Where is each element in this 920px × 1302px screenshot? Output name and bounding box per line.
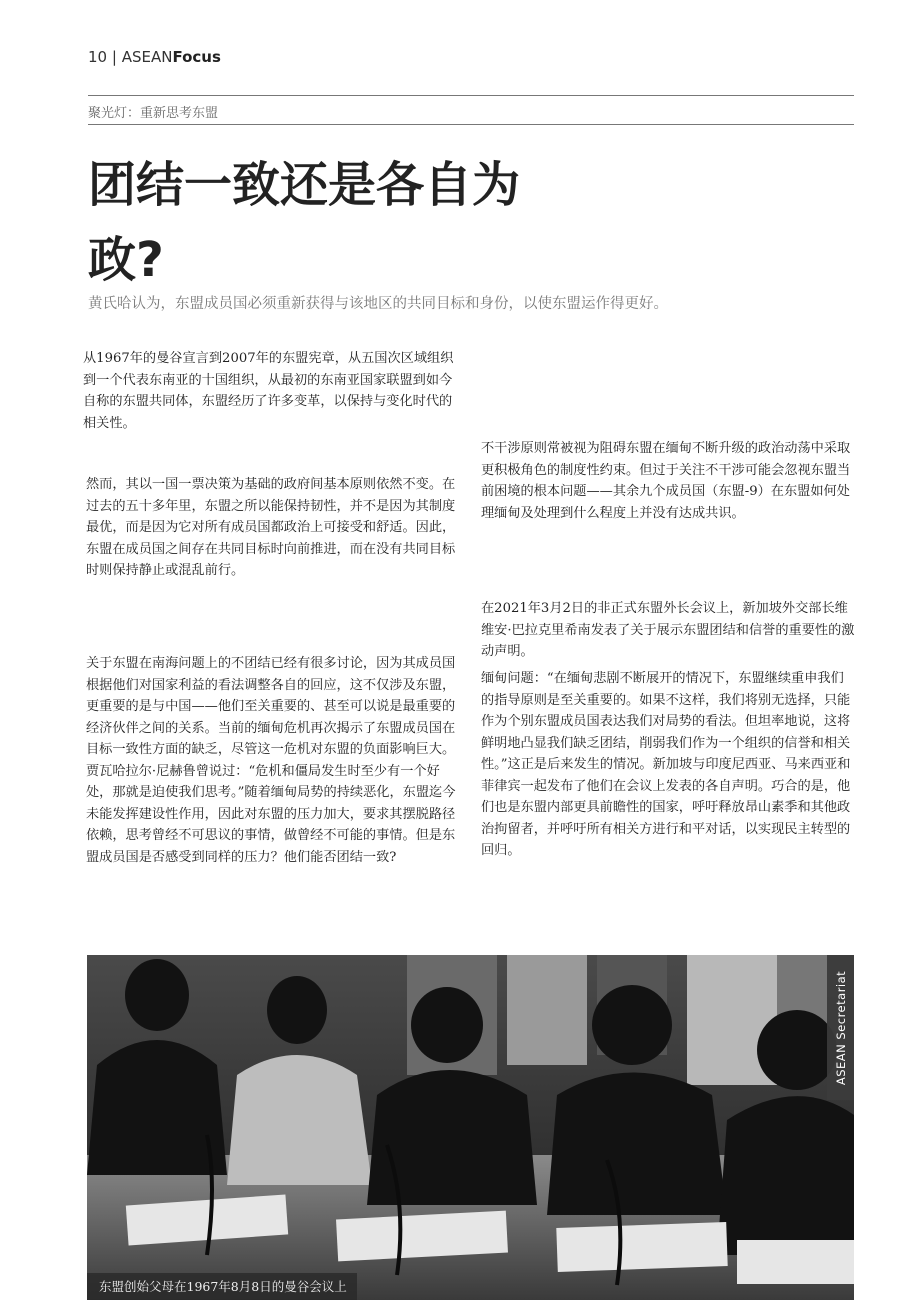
section-label: 聚光灯：重新思考东盟: [88, 106, 219, 121]
page-header: [88, 48, 221, 66]
brand-prefix: ASEAN: [121, 48, 173, 66]
photo-credit: [827, 955, 854, 1100]
paragraph-6: 缅甸问题：“在缅甸悲剧不断展开的情况下，东盟继续重申我们的指导原则是至关重要的。如果不这样，我们将别无选择，只能作为个别东盟成员国表达我们对局势的看法。但坦率地说，这将鲜明地凸显我们缺乏团结，削弱我们作为一个组织的信誉和相关性。”这正是后来发生的情况。新加坡与印度尼西亚、马来西亚和菲律宾一起发布了他们在会议上发表的各自声明。巧合的是，他们也是东盟内部更具前瞻性的国家，呼吁释放昂山素季和其他政治拘留者，并呼吁所有相关方进行和平对话，以实现民主转型的回归。: [481, 671, 851, 858]
section-rule: [88, 124, 854, 125]
paragraph-5: 在2021年3月2日的非正式东盟外长会议上，新加坡外交部长维维安·巴拉克里希南发表了关于展示东盟团结和信誉的重要性的激动声明。: [481, 601, 855, 659]
paragraph-3: 关于东盟在南海问题上的不团结已经有很多讨论，因为其成员国根据他们对国家利益的看法调整各自的回应，这不仅涉及东盟，更重要的是与中国——他们至关重要的、甚至可以说是最重要的经济伙伴之间的关系。当前的缅甸危机再次揭示了东盟成员国在目标一致性方面的缺乏，尽管这一危机对东盟的负面影响巨大。贾瓦哈拉尔·尼赫鲁曾说过：“危机和僵局发生时至少有一个好处，那就是迫使我们思考。”随着缅甸局势的持续恶化，东盟迄今未能发挥建设性作用，因此对东盟的压力加大，要求其摆脱路径依赖，思考曾经不可思议的事情，做曾经不可能的事情。但是东盟成员国是否感受到同样的压力？他们能否团结一致?: [86, 656, 456, 865]
paragraph-2: 然而，其以一国一票决策为基础的政府间基本原则依然不变。在过去的五十多年里，东盟之所以能保持韧性，并不是因为其制度最优，而是因为它对所有成员国都政治上可接受和舒适。因此，东盟在成员国之间存在共同目标时向前推进，而在没有共同目标时则保持静止或混乱前行。: [86, 477, 456, 578]
photo-credit-text: ASEAN Secretariat: [833, 970, 848, 1085]
article-subtitle: 黄氏哈认为，东盟成员国必须重新获得与该地区的共同目标和身份，以使东盟运作得更好。: [88, 296, 668, 312]
top-rule: [88, 95, 854, 96]
page-number: 10: [88, 48, 108, 66]
brand-suffix: Focus: [172, 48, 221, 66]
paragraph-1: 从1967年的曼谷宣言到2007年的东盟宪章，从五国次区域组织到一个代表东南亚的十国组织，从最初的东南亚国家联盟到如今自称的东盟共同体，东盟经历了许多变革，以保持与变化时代的相关性。: [83, 351, 454, 431]
historical-photo: [87, 955, 854, 1300]
photo-caption: 东盟创始父母在1967年8月8日的曼谷会议上: [87, 1273, 357, 1300]
photo-illustration: [87, 955, 854, 1300]
paragraph-4: 不干涉原则常被视为阻碍东盟在缅甸不断升级的政治动荡中采取更积极角色的制度性约束。但过于关注不干涉可能会忽视东盟当前困境的根本问题——其余九个成员国（东盟-9）在东盟如何处理缅甸及处理到什么程度上并没有达成共识。: [481, 441, 851, 521]
article-title: 团结一致还是各自为政?: [88, 157, 521, 288]
header-separator: |: [111, 48, 117, 66]
